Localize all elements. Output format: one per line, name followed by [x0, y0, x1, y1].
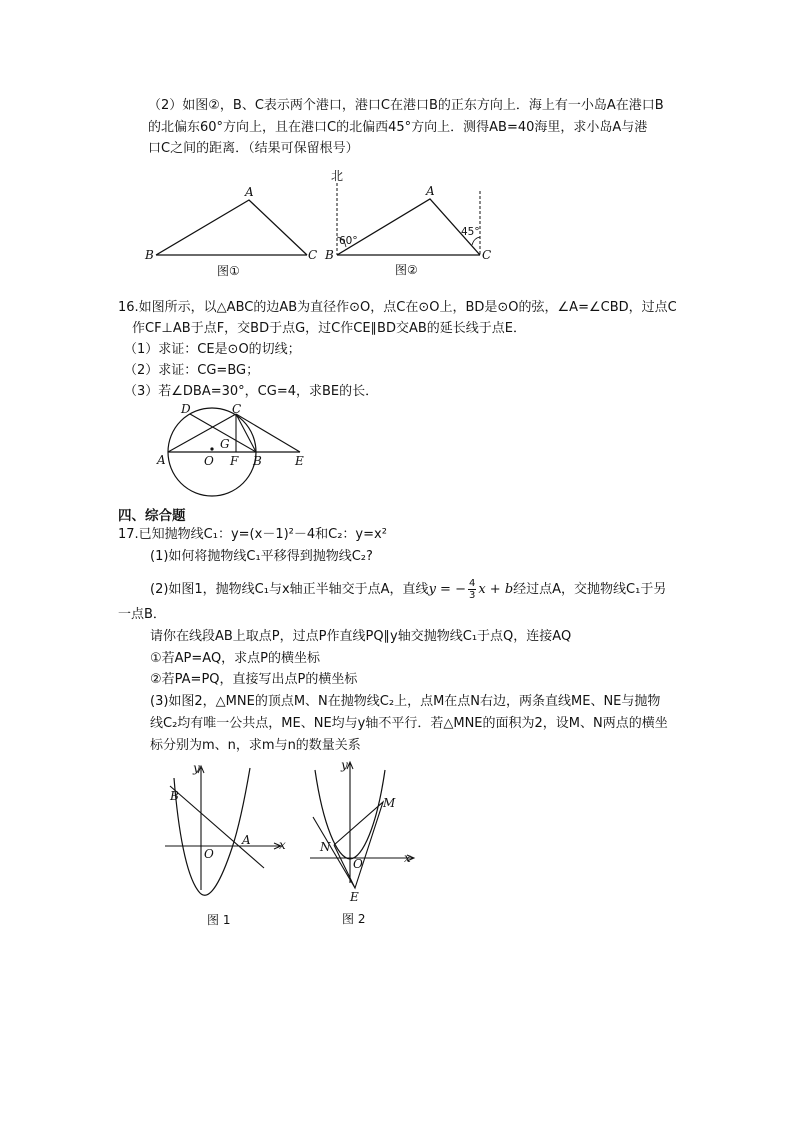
fig1-caption: 图①	[217, 264, 240, 278]
q16-line2: 作CF⊥AB于点F，交BD于点G，过C作CE∥BD交AB的延长线于点E．	[132, 321, 526, 336]
q17-line1: 17.已知抛物线C₁：y=(x－1)²－4和C₂：y=x²	[118, 527, 387, 542]
fig1-label-c: C	[308, 248, 318, 262]
q17-part2-line1	[150, 578, 666, 601]
q15-part2-line3: 口C之间的距离．（结果可保留根号）	[148, 141, 359, 156]
q16-sub2: （2）求证：CG=BG；	[124, 363, 260, 378]
q17-part2-eq-prefix: y = −	[428, 582, 466, 597]
fig2-angle-b: 60°	[339, 235, 358, 247]
q16-sub1: （1）求证：CE是⊙O的切线；	[124, 342, 301, 357]
q17-part3-line2: 线C₂均有唯一公共点，ME、NE均与y轴不平行．若△MNE的面积为2，设M、N两点的横坐	[150, 716, 668, 731]
q17-part2-after: 经过点A，交抛物线C₁于另	[513, 582, 667, 597]
q15-part2-line1: （2）如图②，B、C表示两个港口，港口C在港口B的正东方向上．海上有一小岛A在港口B	[148, 98, 664, 113]
q16-line1: 16.如图所示，以△ABC的边AB为直径作⊙O，点C在⊙O上，BD是⊙O的弦，∠A=∠CBD，过点C	[118, 300, 677, 315]
q17-part1: (1)如何将抛物线C₁平移得到抛物线C₂?	[150, 549, 373, 564]
q17-fig1-x-label: x	[279, 838, 286, 852]
q16-label-e: E	[295, 454, 304, 468]
q17-part2-b: ②若PA=PQ，直接写出点P的横坐标	[150, 672, 358, 687]
q17-fig2-caption: 图 2	[342, 912, 366, 926]
q16-label-c: C	[232, 402, 242, 416]
figure-2-triangle	[320, 165, 500, 280]
q16-label-f: F	[230, 454, 239, 468]
q17-fig1-y-label: y	[193, 761, 200, 775]
q17-part3-line3: 标分别为m、n，求m与n的数量关系	[150, 738, 361, 753]
q15-part2-line2: 的北偏东60°方向上，且在港口C的北偏西45°方向上．测得AB=40海里，求小岛A与港	[148, 120, 648, 135]
q17-fig1-caption: 图 1	[207, 913, 231, 927]
fig1-label-b: B	[145, 248, 154, 262]
q17-fig2-label-n: N	[320, 840, 331, 854]
fig2-angle-c: 45°	[461, 226, 480, 238]
q17-part2-before: (2)如图1，抛物线C₁与x轴正半轴交于点A，直线	[150, 582, 429, 597]
q16-label-b: B	[253, 454, 262, 468]
fig2-label-c: C	[482, 248, 492, 262]
q17-part2-line3: 请你在线段AB上取点P，过点P作直线PQ∥y轴交抛物线C₁于点Q，连接AQ	[150, 629, 572, 644]
q16-label-o: O	[204, 454, 214, 468]
figure-1-triangle	[140, 180, 330, 280]
q17-fig2-label-o: O	[353, 857, 363, 871]
q17-fig2-y-label: y	[341, 758, 348, 772]
fig2-label-a: A	[426, 184, 435, 198]
fig1-label-a: A	[245, 185, 254, 199]
q17-part2-a: ①若AP=AQ，求点P的横坐标	[150, 651, 321, 666]
q16-label-g: G	[220, 437, 230, 451]
q17-part2-eq-suffix: x + b	[478, 582, 514, 597]
fig2-caption: 图②	[395, 263, 418, 277]
q17-part2-line2: 一点B．	[118, 607, 166, 622]
q16-circle-figure	[150, 400, 320, 495]
q17-fig1-label-o: O	[204, 847, 214, 861]
q16-label-d: D	[181, 402, 191, 416]
q17-figure-1	[160, 758, 300, 933]
q17-fig1-label-a: A	[242, 833, 251, 847]
fig2-north-label: 北	[331, 169, 344, 183]
section-title: 四、综合题	[118, 508, 186, 524]
fraction-denominator: 3	[468, 590, 476, 601]
q17-part3-line1: (3)如图2，△MNE的顶点M、N在抛物线C₂上，点M在点N右边，两条直线ME、NE与抛物	[150, 694, 661, 709]
q17-fig2-label-e: E	[350, 890, 359, 904]
q17-fig1-label-b: B	[170, 789, 179, 803]
q16-sub3: （3）若∠DBA=30°，CG=4，求BE的长．	[124, 384, 379, 399]
q17-part2-fraction	[468, 578, 476, 601]
q17-fig2-x-label: x	[404, 851, 411, 865]
q17-fig2-label-m: M	[383, 796, 396, 810]
fig2-label-b: B	[325, 248, 334, 262]
fraction-numerator: 4	[468, 578, 476, 589]
q17-figure-2	[305, 755, 435, 930]
q16-label-a: A	[157, 453, 166, 467]
